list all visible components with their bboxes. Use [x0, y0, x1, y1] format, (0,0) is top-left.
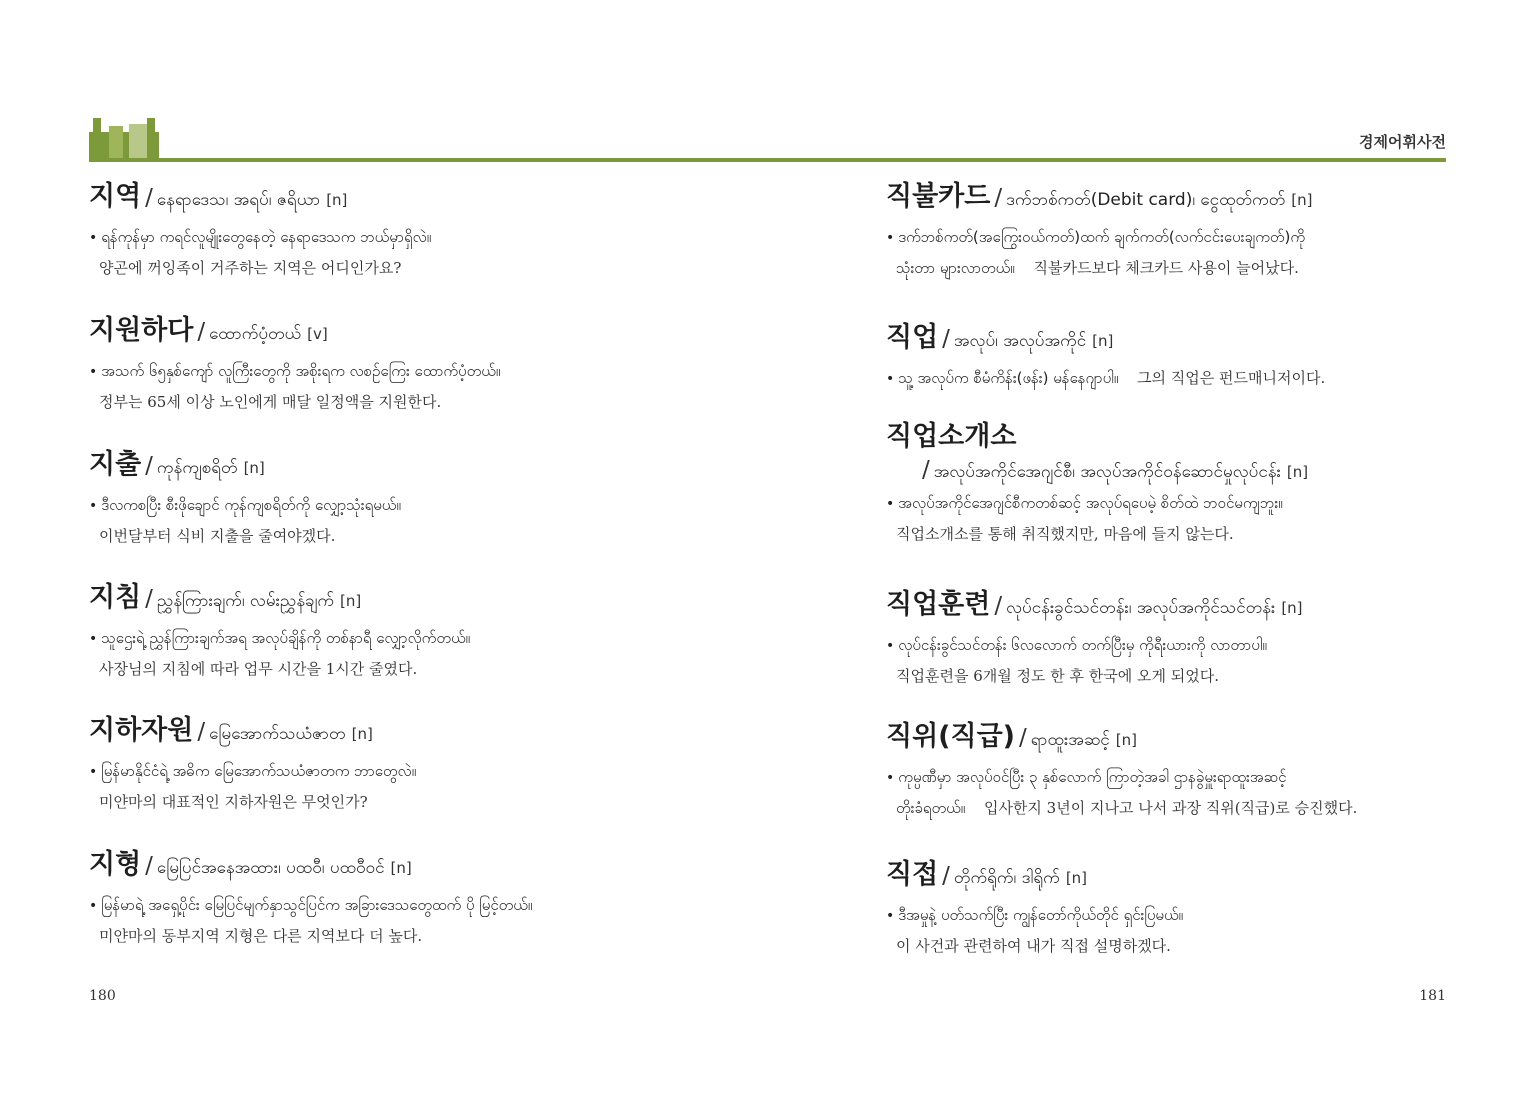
slash: /: [994, 185, 1003, 211]
entry-term: 직업: [886, 322, 939, 353]
bullet: •: [89, 764, 98, 780]
entry-headline: [89, 442, 401, 482]
example-korean: 정부는 65세 이상 노인에게 매달 일정액을 지원한다.: [99, 393, 442, 411]
example-block: [89, 890, 532, 951]
dictionary-entry: [89, 842, 532, 951]
entry-headline: [886, 414, 1308, 486]
entry-term: 지역: [89, 181, 142, 212]
example-korean: 미얀마의 동부지역 지형은 다른 지역보다 더 높다.: [99, 927, 423, 945]
slash: /: [1019, 725, 1027, 751]
entry-headline: [89, 308, 500, 348]
part-of-speech: [n]: [1065, 869, 1088, 887]
part-of-speech: [n]: [390, 859, 412, 877]
example-myanmar: သူဌေးရဲ့ ညွှန်ကြားချက်အရ အလုပ်ချိန်ကို တစ်နာရီ လျှော့လိုက်တယ်။: [101, 629, 471, 647]
part-of-speech: [n]: [1281, 599, 1303, 617]
entry-headline: [89, 174, 431, 214]
page-number-left: 180: [89, 988, 116, 1004]
entry-term: 직업훈련: [886, 589, 991, 620]
part-of-speech: [n]: [1115, 731, 1137, 749]
example-myanmar: အသက် ၆၅နှစ်ကျော် လူကြီးတွေကို အစိုးရက လစဉ်ကြေး ထောက်ပံ့တယ်။: [101, 362, 501, 380]
example-korean: 사장님의 지침에 따라 업무 시간을 1시간 줄였다.: [99, 660, 418, 678]
dictionary-entry: [886, 582, 1303, 691]
dictionary-entry: [89, 575, 470, 684]
entry-meaning: အလုပ်အကိုင်အေဂျင်စီ၊ အလုပ်အကိုင်ဝန်ဆောင်မှုလုပ်ငန်း: [933, 462, 1281, 482]
slash: /: [145, 853, 153, 879]
entry-term: 지하자원: [89, 715, 194, 746]
dictionary-entry: [89, 308, 500, 417]
entry-headline: [89, 708, 416, 748]
example-block: [89, 356, 500, 417]
entry-headline: [886, 714, 1357, 754]
dictionary-entry: [886, 852, 1183, 961]
entry-headline: [886, 582, 1303, 622]
dictionary-entry: [886, 174, 1313, 283]
entry-meaning: အလုပ်၊ အလုပ်အကိုင်: [953, 331, 1087, 351]
part-of-speech: [n]: [1291, 191, 1313, 209]
bullet: •: [89, 631, 98, 647]
example-myanmar: လုပ်ငန်းခွင်သင်တန်း ၆လလောက် တက်ပြီးမှ ကိုရီးယားကို လာတာပါ။: [898, 636, 1267, 654]
example-myanmar: အလုပ်အကိုင်အေဂျင်စီကတစ်ဆင့် အလုပ်ရပေမဲ့ စိတ်ထဲ ဘဝင်မကျဘူး။: [898, 494, 1283, 512]
entry-term: 지출: [89, 449, 142, 480]
bullet: •: [886, 230, 895, 246]
example-korean: 직불카드보다 체크카드 사용이 늘어났다.: [1033, 259, 1299, 277]
page-number-right: 181: [1419, 988, 1446, 1004]
slash: /: [145, 453, 153, 479]
example-myanmar: ရန်ကုန်မှာ ကရင်လူမျိုးတွေနေတဲ့ နေရာဒေသက ဘယ်မှာရှိလဲ။: [101, 228, 432, 246]
slash: /: [942, 326, 950, 352]
bullet: •: [886, 496, 895, 512]
example-korean: 직업소개소를 통해 취직했지만, 마음에 들지 않는다.: [896, 525, 1234, 543]
entry-meaning: ကုန်ကျစရိတ်: [156, 458, 238, 478]
entry-term: 직업소개소: [886, 421, 1017, 452]
dictionary-entry: [89, 174, 431, 283]
entry-term: 직불카드: [886, 181, 991, 212]
example-myanmar: ဒီအမှုနဲ့ ပတ်သက်ပြီး ကျွန်တော်ကိုယ်တိုင် ရှင်းပြမယ်။: [898, 906, 1184, 924]
entry-term: 직접: [886, 859, 939, 890]
dictionary-entry: [89, 708, 416, 817]
example-block: [886, 222, 1313, 283]
example-block: [886, 630, 1303, 691]
part-of-speech: [n]: [351, 725, 373, 743]
slash: /: [197, 719, 206, 745]
slash: /: [942, 863, 950, 889]
dictionary-entry: [89, 442, 401, 551]
example-korean: 그의 직업은 펀드매니저이다.: [1137, 369, 1326, 387]
example-myanmar: မြန်မာနိုင်ငံရဲ့ အဓိက မြေအောက်သယံဇာတက ဘာတွေလဲ။: [101, 762, 417, 780]
example-block: [89, 490, 401, 551]
bullet: •: [886, 638, 895, 654]
entry-meaning: ရာထူးအဆင့်: [1030, 730, 1110, 750]
example-korean: 양곤에 꺼잉족이 거주하는 지역은 어디인가요?: [99, 259, 402, 277]
entry-term: 지형: [89, 849, 142, 880]
part-of-speech: [v]: [307, 325, 328, 343]
entry-headline: [886, 174, 1313, 214]
example-myanmar: ဒက်ဘစ်ကတ်(အကြွေးဝယ်ကတ်)ထက် ချက်ကတ်(လက်ငင်းပေးချကတ်)ကို: [898, 228, 1306, 246]
slash: /: [145, 185, 153, 211]
part-of-speech: [n]: [340, 592, 362, 610]
bullet: •: [89, 230, 98, 246]
part-of-speech: [n]: [243, 459, 265, 477]
example-block: [89, 623, 470, 684]
example-block: [89, 222, 431, 283]
bullet: •: [886, 371, 895, 387]
entry-meaning: မြေအောက်သယံဇာတ: [209, 724, 346, 744]
bullet: •: [89, 364, 98, 380]
example-korean: 미얀마의 대표적인 지하자원은 무엇인가?: [99, 793, 368, 811]
example-korean: 이번달부터 식비 지출을 줄여야겠다.: [99, 527, 336, 545]
entry-meaning: မြေပြင်အနေအထား၊ ပထဝီ၊ ပထဝီဝင်: [156, 858, 385, 878]
entry-headline: [886, 315, 1325, 355]
bullet: •: [886, 770, 895, 786]
entry-meaning: နေရာဒေသ၊ အရပ်၊ ဇရိယာ: [156, 190, 321, 210]
part-of-speech: [n]: [326, 191, 348, 209]
entry-meaning: တိုက်ရိုက်၊ ဒါရိုက်: [953, 868, 1060, 888]
entry-headline: [89, 575, 470, 615]
example-block: [886, 900, 1183, 961]
part-of-speech: [n]: [1092, 332, 1114, 350]
entry-meaning: ထောက်ပံ့တယ်: [209, 324, 302, 344]
entry-meaning: ညွှန်ကြားချက်၊ လမ်းညွှန်ချက်: [156, 591, 335, 611]
bullet: •: [886, 908, 895, 924]
part-of-speech: [n]: [1286, 463, 1309, 481]
example-myanmar-cont: သုံးတာ များလာတယ်။: [896, 259, 1015, 277]
example-myanmar: မြန်မာရဲ့ အရှေ့ပိုင်း မြေပြင်မျက်နှာသွင်ပြင်က အခြားဒေသတွေထက် ပို မြင့်တယ်။: [101, 896, 533, 914]
entry-term: 지침: [89, 582, 142, 613]
entry-subline: [918, 457, 1308, 486]
entry-term: 지원하다: [89, 315, 194, 346]
entry-term: 직위(직급): [886, 721, 1016, 752]
bullet: •: [89, 498, 98, 514]
example-myanmar: သူ့ အလုပ်က စီမံကိန်း(ဖန်း) မန်နေဂျာပါ။: [898, 369, 1119, 387]
slash: /: [994, 593, 1003, 619]
example-myanmar-cont: တိုးခံရတယ်။: [896, 799, 966, 817]
entry-headline: [886, 852, 1183, 892]
header-decoration: [89, 118, 159, 158]
example-block: [886, 488, 1308, 549]
example-block: [886, 363, 1325, 394]
header-rule: [89, 158, 1446, 162]
example-korean: 직업훈련을 6개월 정도 한 후 한국에 오게 되었다.: [896, 667, 1219, 685]
example-korean: 이 사건과 관련하여 내가 직접 설명하겠다.: [896, 937, 1171, 955]
entry-meaning: ဒက်ဘစ်ကတ်(Debit card)၊ ငွေထုတ်ကတ်: [1006, 190, 1286, 210]
book-title: 경제어휘사전: [1359, 133, 1446, 151]
example-block: [886, 762, 1357, 823]
example-block: [89, 756, 416, 817]
entry-headline: [89, 842, 532, 882]
example-korean: 입사한지 3년이 지나고 나서 과장 직위(직급)로 승진했다.: [983, 799, 1358, 817]
slash: /: [922, 457, 930, 483]
slash: /: [197, 319, 206, 345]
bullet: •: [89, 898, 98, 914]
dictionary-entry: [886, 714, 1357, 823]
dictionary-entry: [886, 315, 1325, 394]
entry-meaning: လုပ်ငန်းခွင်သင်တန်း၊ အလုပ်အကိုင်သင်တန်း: [1006, 598, 1276, 618]
slash: /: [145, 586, 153, 612]
example-myanmar: ဒီလကစပြီး စီးဖိုချောင် ကုန်ကျစရိတ်ကို လျှော့သုံးရမယ်။: [101, 496, 401, 514]
dictionary-entry: [886, 414, 1308, 549]
example-myanmar: ကုမ္ပဏီမှာ အလုပ်ဝင်ပြီး ၃ နှစ်လောက် ကြာတဲ့အခါ ဌာနခွဲမှူးရာထူးအဆင့်: [898, 768, 1287, 786]
